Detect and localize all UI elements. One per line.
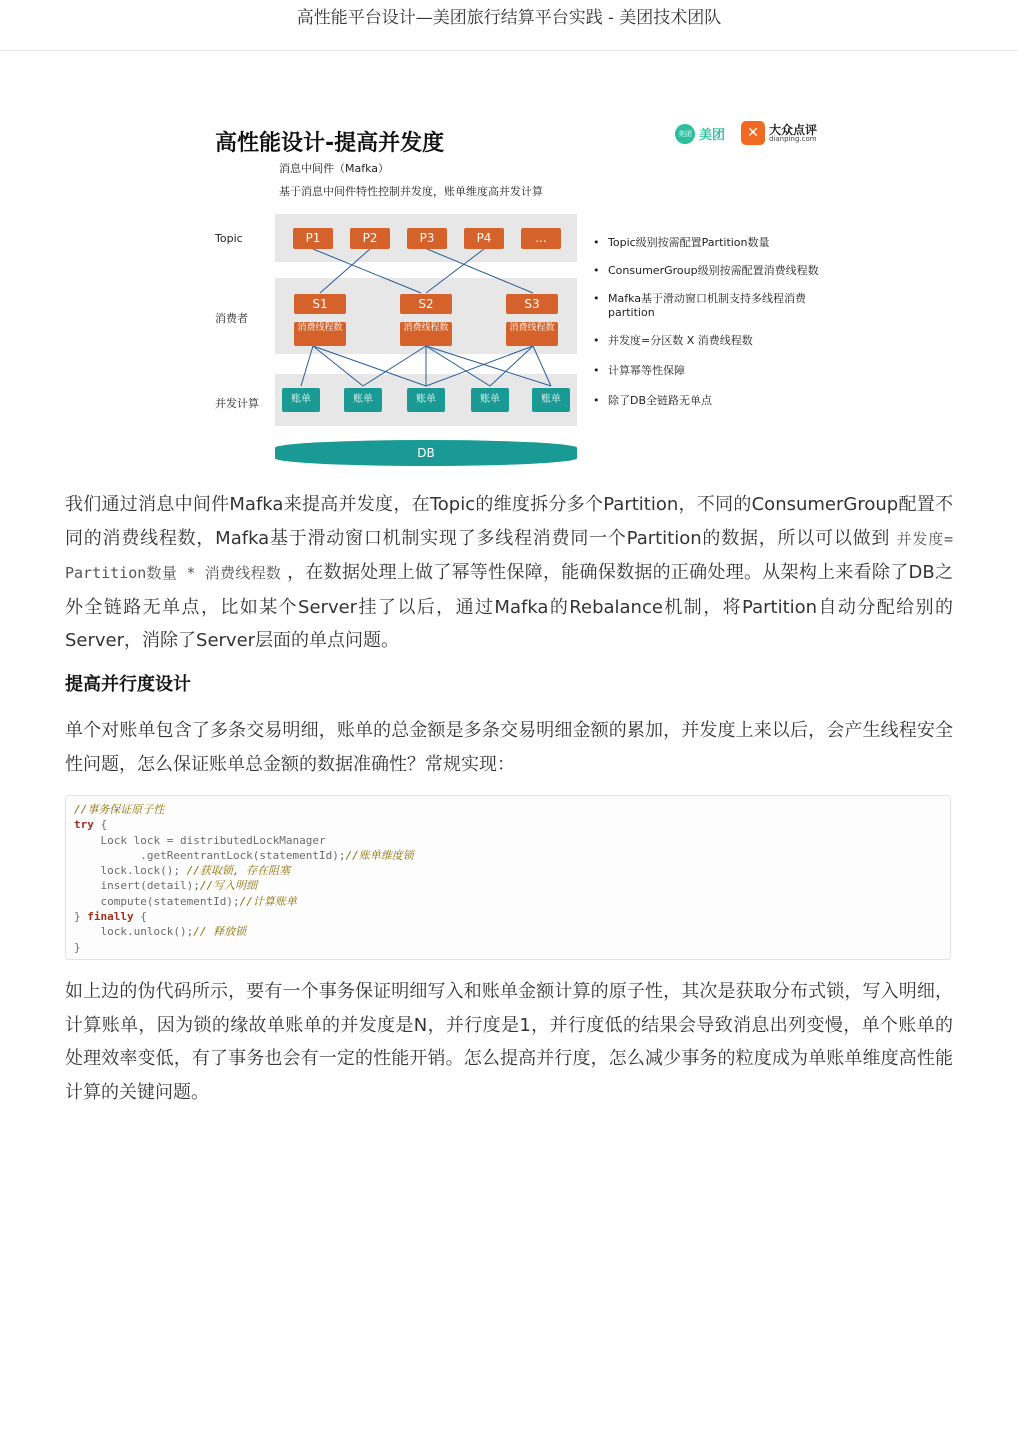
- connector-line: [320, 249, 370, 293]
- row-label-compute: 并发计算: [215, 397, 259, 410]
- connector-line: [426, 346, 551, 386]
- paragraph-conclusion: 如上边的伪代码所示，要有一个事务保证明细写入和账单金额计算的原子性，其次是获取分布式锁，写入明细，计算账单，因为锁的缘故单账单的并发度是N，并行度是1，并行度低的结果会导致消息出列变慢，单个账单的处理效率变低，有了事务也会有一定的性能开销。怎么提高并行度，怎么减少事务的粒度成为单账单维度高性能计算的关键问题。: [65, 981, 953, 1103]
- architecture-diagram: [213, 118, 823, 470]
- slide-subtitle: 消息中间件（Mafka）: [279, 162, 390, 175]
- bill-box: 账单: [344, 388, 382, 412]
- partition-box: P3: [407, 228, 447, 249]
- bullet-item: • Topic级别按需配置Partition数量: [593, 236, 821, 250]
- bullet-item: • ConsumerGroup级别按需配置消费线程数: [593, 264, 821, 278]
- paragraph-parallelism: 单个对账单包含了多条交易明细，账单的总金额是多条交易明细金额的累加，并发度上来以后，会产生线程安全性问题，怎么保证账单总金额的数据准确性？常规实现：: [65, 720, 953, 775]
- inline-code: 并发度= Partition数量 * 消费线程数: [65, 529, 954, 582]
- partition-box: P2: [350, 228, 390, 249]
- connector-line: [363, 346, 426, 386]
- connector-line: [301, 346, 313, 386]
- meituan-logo-badge: 美团: [675, 124, 695, 144]
- code-block: //事务保证原子性 try { Lock lock = distributedLockManager .getReentrantLock(statementId);//账单维度锁 lock.lock(); //获取锁, 存在阻塞 insert(detail);//写入明细 compute(statementId);//计算账单 } finally { lock.unlock();// 释放锁 }: [65, 795, 951, 960]
- dianping-logo-url: dianping.com: [769, 135, 817, 143]
- bill-box: 账单: [471, 388, 509, 412]
- db-cylinder: DB: [275, 440, 577, 466]
- connector-line: [427, 249, 533, 293]
- connector-line: [426, 249, 484, 293]
- connector-line: [533, 346, 551, 386]
- consumer-box: S3: [506, 294, 558, 314]
- bullet-item: • Mafka基于滑动窗口机制支持多线程消费partition: [593, 292, 821, 320]
- bill-box: 账单: [532, 388, 570, 412]
- paragraph-concurrency: [65, 488, 953, 658]
- thread-count-box: 消费线程数: [506, 322, 558, 346]
- consumer-box: S1: [294, 294, 346, 314]
- partition-box: P1: [293, 228, 333, 249]
- bullet-item: • 除了DB全链路无单点: [593, 394, 821, 408]
- bill-box: 账单: [282, 388, 320, 412]
- page-header: [0, 0, 1018, 51]
- thread-count-box: 消费线程数: [294, 322, 346, 346]
- slide-bullet-list: [593, 236, 821, 408]
- row-label-consumer: 消费者: [215, 312, 248, 325]
- page-title: 高性能平台设计—美团旅行结算平台实践 - 美团技术团队: [296, 8, 722, 28]
- bullet-item: • 并发度=分区数 X 消费线程数: [593, 334, 821, 348]
- meituan-logo-text: 美团: [699, 128, 726, 143]
- consumer-box: S2: [400, 294, 452, 314]
- dianping-logo-text: 大众点评: [769, 123, 818, 137]
- partition-box: ...: [521, 228, 561, 249]
- partition-box: P4: [464, 228, 504, 249]
- row-label-topic: Topic: [215, 232, 243, 245]
- thread-count-box: 消费线程数: [400, 322, 452, 346]
- dianping-logo-icon: ✕: [741, 121, 765, 145]
- slide-title: 高性能设计-提高并发度: [215, 131, 445, 156]
- bill-box: 账单: [407, 388, 445, 412]
- connector-line: [313, 346, 426, 386]
- section-heading: 提高并行度设计: [65, 674, 191, 695]
- connector-line: [313, 249, 421, 293]
- slide-description: 基于消息中间件特性控制并发度，账单维度高并发计算: [279, 185, 543, 198]
- connector-line: [313, 346, 363, 386]
- connector-line: [490, 346, 533, 386]
- paragraph-text: ，在数据处理上做了幂等性保障，能确保数据的正确处理。从架构上来看除了DB之外全链路无单点，比如某个Server挂了以后，通过Mafka的Rebalance机制，将Partition自动分配给别的Server，消除了Server层面的单点问题。: [65, 562, 953, 651]
- bullet-item: • 计算幂等性保障: [593, 364, 821, 378]
- paragraph-text: 我们通过消息中间件Mafka来提高并发度，在Topic的维度拆分多个Partition，不同的ConsumerGroup配置不同的消费线程数，Mafka基于滑动窗口机制实现了多线程消费同一个Partition的数据，所以可以做到: [65, 494, 953, 549]
